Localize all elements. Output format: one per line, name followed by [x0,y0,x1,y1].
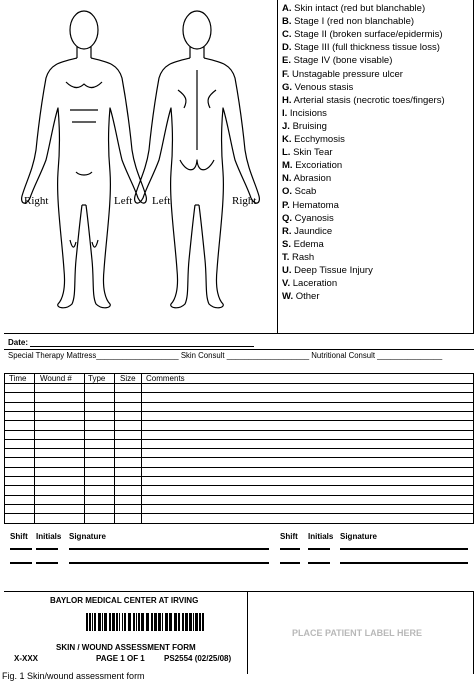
legend-item [282,121,327,133]
hospital-name: BAYLOR MEDICAL CENTER AT IRVING [50,596,199,605]
barcode-bar [165,613,168,631]
table-row-line [4,523,474,524]
front-left-label: Left [114,195,133,207]
legend-item [282,3,425,15]
legend-text: Laceration [292,278,338,290]
legend-text: Venous stasis [294,81,354,93]
barcode-bar [202,613,204,631]
column-header-wound: Wound # [40,374,72,383]
table-row-line [4,485,474,486]
legend-item [282,160,342,172]
barcode-bar [169,613,172,631]
signature-blank-line[interactable] [340,548,468,550]
legend-text: Bruising [292,120,327,132]
legend-letter: P. [282,199,290,211]
assessment-table [4,373,474,523]
barcode-bar [119,613,120,631]
front-body-figure [22,11,147,308]
legend-letter: C. [282,29,292,41]
legend-text: Stage I (red non blanchable) [294,16,415,28]
legend-text: Abrasion [293,173,332,185]
barcode-bar [104,613,107,631]
column-header-comments: Comments [146,374,185,383]
footer-top-border [4,591,474,592]
legend-text: Stage IV (bone visable) [293,55,393,67]
barcode-bar [193,613,194,631]
top-section-bottom-border [4,333,474,334]
barcode-bar [185,613,188,631]
legend-item [282,265,373,277]
date-line [30,346,254,347]
legend-text: Edema [293,238,324,250]
legend-letter: E. [282,55,291,67]
form-title: SKIN / WOUND ASSESSMENT FORM [56,643,196,652]
legend-text: Scab [294,186,317,198]
barcode-bar [138,613,140,631]
signature-right-shift-label: Shift [280,532,298,541]
legend-item [282,108,327,120]
legend-divider [277,0,278,333]
legend-text: Other [295,291,320,303]
signature-blank-line[interactable] [280,562,300,564]
legend-text: Stage II (broken surface/epidermis) [294,29,443,41]
table-row-line [4,457,474,458]
barcode-bar [189,613,192,631]
legend-letter: V. [282,278,291,290]
body-figures-image [0,0,277,333]
barcode-bar [109,613,111,631]
legend-letter: T. [282,251,290,263]
table-row-line [4,448,474,449]
barcode-bar [146,613,149,631]
signature-right-initials-label: Initials [308,532,334,541]
back-right-label: Right [232,195,257,207]
barcode-bar [195,613,198,631]
legend-text: Arterial stasis (necrotic toes/fingers) [293,94,445,106]
table-row-line [4,430,474,431]
signature-right-signature-label: Signature [340,532,377,541]
legend-item [282,134,345,146]
signature-blank-line[interactable] [69,562,269,564]
signature-blank-line[interactable] [308,562,330,564]
legend-item [282,291,320,303]
legend-text: Unstagable pressure ulcer [292,68,403,80]
signature-blank-line[interactable] [340,562,468,564]
table-row-line [4,420,474,421]
signature-blank-line[interactable] [10,562,32,564]
table-row-line [4,383,474,384]
legend-item [282,213,334,225]
legend-letter: F. [282,68,290,80]
therapy-consult-text: Special Therapy Mattress___________________ Skin Consult ___________________ Nutritional Consult _______________ [8,351,443,360]
barcode-bar [112,613,115,631]
table-row-line [4,504,474,505]
legend-item [282,95,445,107]
legend-letter: L. [282,147,291,159]
table-row-line [4,392,474,393]
column-header-time: Time [9,374,27,383]
signature-blank-line[interactable] [36,562,58,564]
legend-text: Ecchymosis [294,134,345,145]
barcode-bar [124,613,126,631]
legend-item [282,173,331,185]
legend-item [282,16,414,28]
barcode-bar [94,613,96,631]
legend-item [282,147,333,159]
form-number: PS2554 (02/25/08) [164,654,232,663]
legend-letter: M. [282,160,293,172]
barcode-bar [128,613,131,631]
table-row-line [4,513,474,514]
legend-text: Jaundice [294,225,333,237]
barcode-bar [116,613,118,631]
front-right-label: Right [24,195,49,207]
figure-caption: Fig. 1 Skin/wound assessment form [2,671,145,681]
form-code: X-XXX [14,654,39,663]
legend-text: Deep Tissue Injury [294,265,373,276]
legend-item [282,239,324,251]
signature-blank-line[interactable] [69,548,269,550]
barcode-bar [174,613,177,631]
column-header-type: Type [88,374,106,383]
back-left-label: Left [152,195,171,207]
legend-item [282,82,353,94]
legend-item [282,186,316,198]
legend-text: Excoriation [295,160,343,172]
legend-letter: A. [282,3,292,14]
legend-text: Cyanosis [294,212,334,224]
barcode-bar [122,613,123,631]
barcode-bar [86,613,88,631]
barcode-bar [136,613,137,631]
barcode-bar [182,613,184,631]
legend-letter: H. [282,94,292,106]
legend-item [282,278,337,290]
barcode-bar [98,613,101,631]
legend-text: Skin Tear [293,147,333,159]
legend-text: Incisions [289,107,327,119]
legend-letter: I. [282,107,288,119]
legend-letter: Q. [282,212,293,224]
table-row-line [4,467,474,468]
table-row-line [4,439,474,440]
legend-letter: B. [282,16,292,28]
date-label: Date: [8,338,29,347]
barcode-bar [141,613,144,631]
table-row-line [4,495,474,496]
legend-letter: W. [282,291,294,303]
signature-left-shift-label: Shift [10,532,28,541]
signature-blank-line[interactable] [10,548,32,550]
table-row-line [4,411,474,412]
legend-item [282,55,392,67]
legend-text: Skin intact (red but blanchable) [294,3,426,14]
signature-blank-line[interactable] [280,548,300,550]
barcode-bar [199,613,201,631]
barcode-bar [89,613,91,631]
legend-item [282,42,440,54]
legend-letter: S. [282,238,291,250]
barcode-bar [102,613,103,631]
barcode-bar [151,613,153,631]
barcode-bar [92,613,93,631]
legend-item [282,200,339,212]
barcode-bar [162,613,163,631]
signature-left-signature-label: Signature [69,532,106,541]
legend-text: Rash [292,251,315,263]
legend-item [282,69,403,81]
barcode-bar [154,613,157,631]
barcode-bar [178,613,180,631]
signature-blank-line[interactable] [308,548,330,550]
legend-item [282,252,314,264]
therapy-top-border [4,349,474,350]
legend-item [282,226,332,238]
legend-letter: N. [282,173,292,185]
legend-letter: R. [282,225,292,237]
legend-text: Hematoma [292,199,339,211]
footer-divider [247,591,248,674]
signature-blank-line[interactable] [36,548,58,550]
legend-item [282,29,443,41]
page-indicator: PAGE 1 OF 1 [96,654,145,663]
legend-text: Stage III (full thickness tissue loss) [294,42,440,54]
legend-letter: U. [282,265,292,276]
signature-left-initials-label: Initials [36,532,62,541]
barcode-image [86,613,206,631]
legend-letter: G. [282,81,293,93]
barcode-bar [133,613,135,631]
legend-letter: D. [282,42,292,54]
table-row-line [4,476,474,477]
body-diagram [0,0,277,333]
legend-letter: J. [282,120,290,132]
barcode-bar [158,613,161,631]
patient-label-placeholder: PLACE PATIENT LABEL HERE [292,628,423,638]
signature-section [0,528,474,573]
column-header-size: Size [120,374,136,383]
legend-letter: K. [282,134,292,145]
back-body-figure [135,11,260,308]
legend-letter: O. [282,186,293,198]
table-row-line [4,402,474,403]
